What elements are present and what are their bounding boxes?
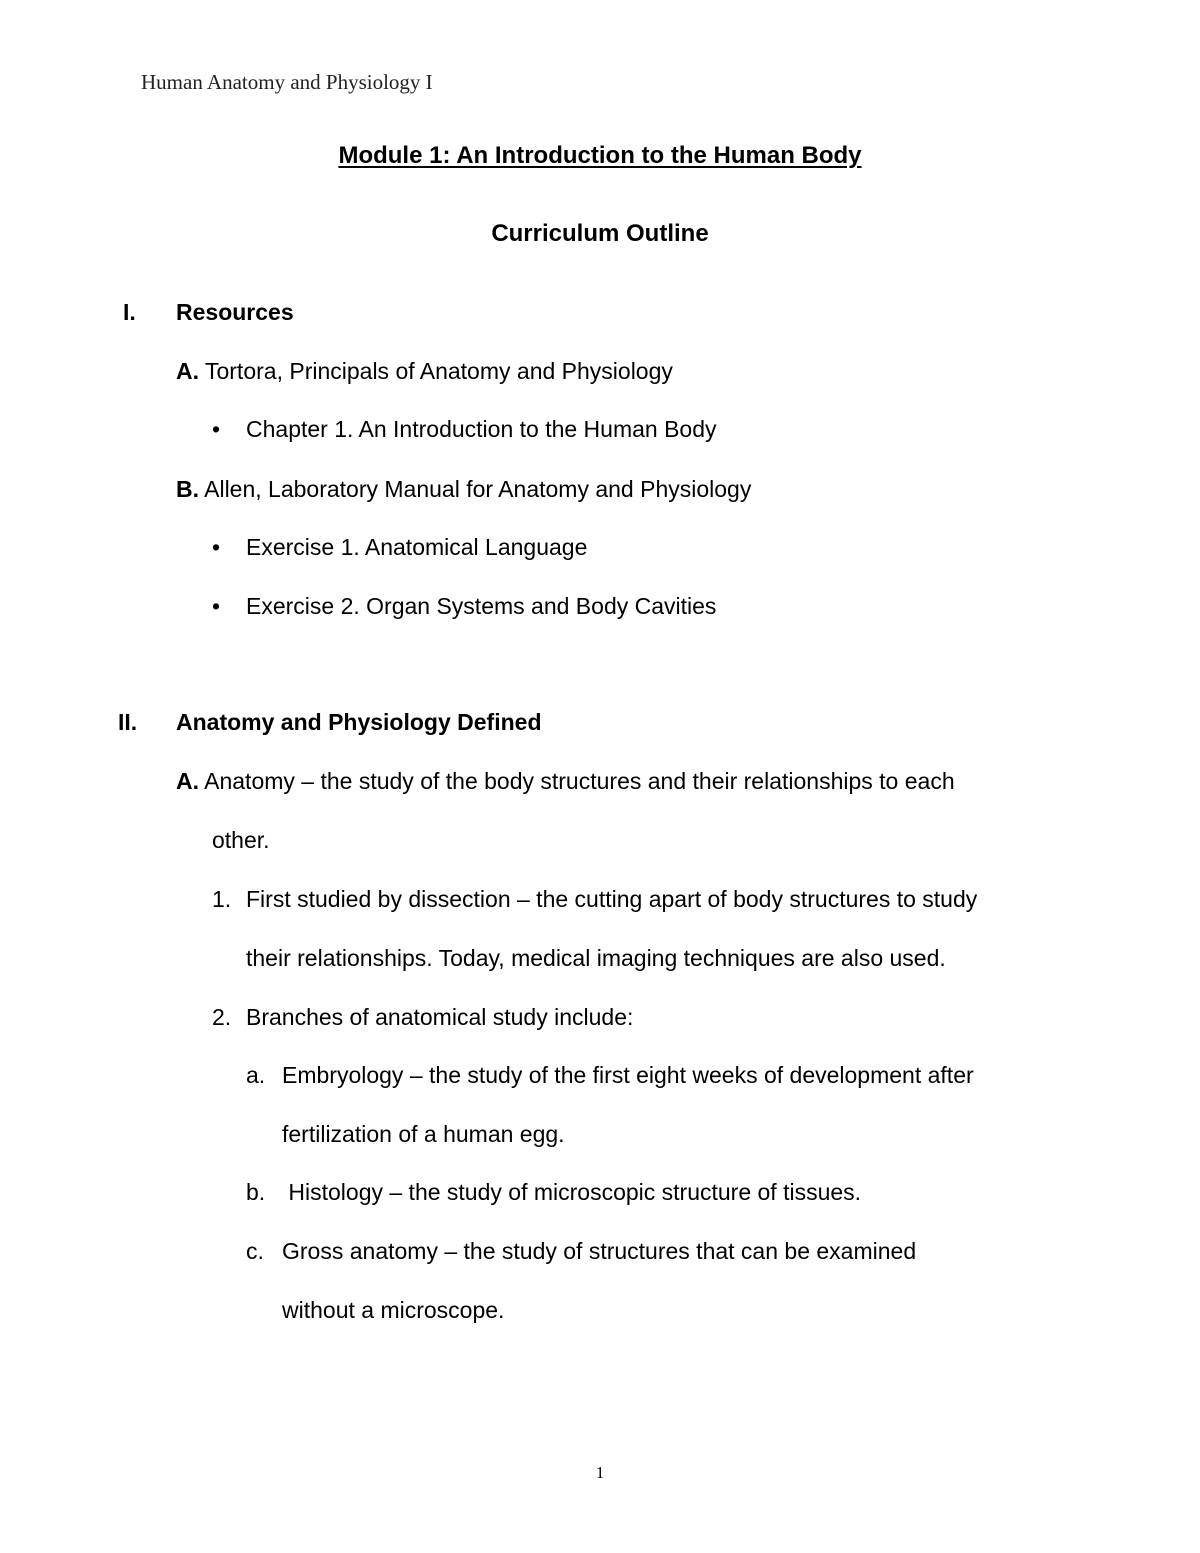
- list-item-text: Branches of anatomical study include:: [246, 1004, 634, 1030]
- list-item: [176, 476, 751, 503]
- list-marker: b.: [246, 1179, 266, 1205]
- section-numeral: II.: [118, 709, 138, 735]
- list-marker: 1.: [212, 886, 232, 912]
- list-marker: a.: [246, 1062, 266, 1088]
- list-item-text: Tortora, Principals of Anatomy and Physiology: [204, 358, 673, 384]
- page-header: Human Anatomy and Physiology I: [141, 70, 433, 94]
- list-marker: c.: [246, 1238, 264, 1264]
- document-subtitle: Curriculum Outline: [491, 220, 709, 247]
- list-item-continuation: their relationships. Today, medical imaging techniques are also used.: [246, 945, 946, 971]
- list-item-text: Embryology – the study of the first eight weeks of development after: [282, 1062, 974, 1088]
- list-item-text: Allen, Laboratory Manual for Anatomy and Physiology: [204, 476, 752, 502]
- bullet-icon: •: [212, 416, 221, 442]
- page-number: 1: [595, 1463, 605, 1482]
- list-item-text: Anatomy – the study of the body structures and their relationships to each: [204, 768, 955, 794]
- bullet-icon: •: [212, 534, 221, 560]
- list-item: [176, 358, 673, 385]
- section-heading: Anatomy and Physiology Defined: [176, 709, 542, 735]
- bullet-text: Chapter 1. An Introduction to the Human Body: [246, 416, 717, 442]
- list-item-text: Histology – the study of microscopic structure of tissues.: [282, 1179, 862, 1205]
- list-item-text: First studied by dissection – the cutting apart of body structures to study: [246, 886, 978, 912]
- list-item-continuation: other.: [212, 827, 270, 853]
- bullet-text: Exercise 2. Organ Systems and Body Cavities: [246, 593, 717, 619]
- list-marker: A.: [176, 768, 199, 794]
- list-item-text: Gross anatomy – the study of structures that can be examined: [282, 1238, 917, 1264]
- list-item-continuation: without a microscope.: [282, 1297, 505, 1323]
- bullet-icon: •: [212, 593, 221, 619]
- list-marker: B.: [176, 476, 199, 502]
- document-title: Module 1: An Introduction to the Human Body: [338, 142, 862, 169]
- list-marker: A.: [176, 358, 199, 384]
- bullet-text: Exercise 1. Anatomical Language: [246, 534, 588, 560]
- list-item: [176, 768, 955, 795]
- list-marker: 2.: [212, 1004, 232, 1030]
- section-numeral: I.: [123, 299, 136, 325]
- list-item-continuation: fertilization of a human egg.: [282, 1121, 565, 1147]
- section-heading: Resources: [176, 299, 294, 325]
